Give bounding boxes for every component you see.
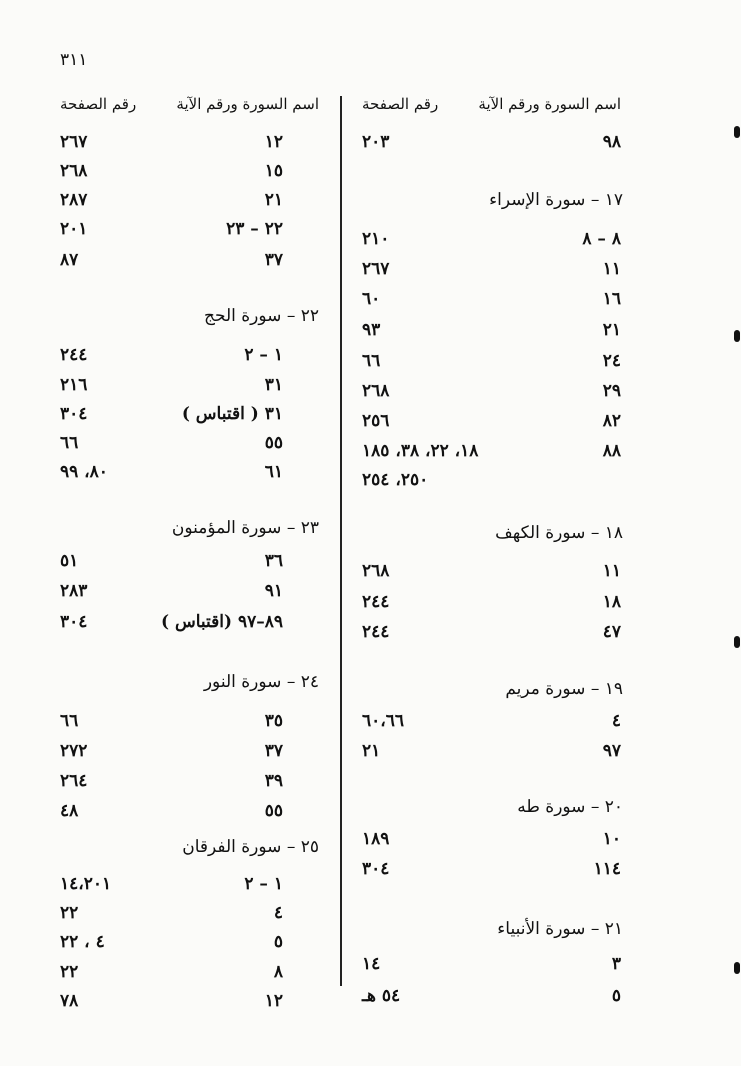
page-reference: ٢٦٨	[362, 561, 390, 581]
verse-number: ٩٧	[602, 741, 621, 761]
verse-number: ٣	[611, 954, 621, 974]
page-reference: ٨٧	[60, 250, 79, 270]
page-reference: ٢١	[362, 741, 381, 761]
verse-number: ٥	[273, 932, 283, 952]
header-surah-verse: اسم السورة ورقم الآية	[176, 95, 319, 113]
surah-heading: ١٨ – سورة الكهف	[495, 523, 623, 543]
page-reference: ٢٥٦	[362, 411, 390, 431]
verse-number: ٣٦	[264, 551, 283, 571]
page-reference: ٢٨٣	[60, 581, 88, 601]
page-reference: ١٨، ٢٢، ٣٨، ١٨٥	[362, 441, 479, 461]
verse-number: ٢١	[264, 190, 283, 210]
page-reference: ٢١٠	[362, 229, 390, 249]
verse-number: ٥	[611, 986, 621, 1006]
page-reference: ٧٨	[60, 991, 79, 1011]
page-reference: ٢٨٧	[60, 190, 88, 210]
binding-mark	[734, 636, 740, 648]
page-reference: ٢٥٠، ٢٥٤	[362, 470, 429, 490]
verse-number: ١٥	[264, 161, 283, 181]
page-reference: ٢٤٤	[60, 345, 88, 365]
surah-heading: ٢٠ – سورة طه	[517, 797, 623, 817]
page-reference: ٢٤٤	[362, 622, 390, 642]
page-reference: ٥٤ هـ	[362, 986, 401, 1006]
verse-number: ١٢	[264, 991, 283, 1011]
page-reference: ٦٠،٦٦	[362, 711, 405, 731]
verse-number: ٣٩	[264, 771, 283, 791]
header-page-number: رقم الصفحة	[60, 95, 137, 113]
verse-number: ٥٥	[264, 433, 283, 453]
surah-heading: ١٧ – سورة الإسراء	[489, 190, 623, 210]
page-reference: ٣٠٤	[60, 404, 88, 424]
verse-number: ٨٢	[602, 411, 621, 431]
page-reference: ٢٧٢	[60, 741, 88, 761]
surah-heading: ٢٤ – سورة النور	[203, 672, 319, 692]
page-reference: ٦٦	[60, 711, 79, 731]
verse-number: ٨٨	[602, 441, 621, 461]
verse-number: ١٨	[602, 592, 621, 612]
page-reference: ٢٦٧	[60, 132, 88, 152]
page-reference: ٢٦٨	[362, 381, 390, 401]
verse-number: ١٢	[264, 132, 283, 152]
page-reference: ٢٠١	[60, 219, 88, 239]
page-reference: ٢٦٧	[362, 259, 390, 279]
surah-heading: ١٩ – سورة مريم	[505, 679, 623, 699]
page-reference: ٦٠	[362, 289, 381, 309]
surah-heading: ٢٥ – سورة الفرقان	[182, 837, 319, 857]
binding-mark	[734, 126, 740, 138]
verse-number: ٤	[611, 711, 621, 731]
verse-number: ٢٤	[602, 351, 621, 371]
page-reference: ٣٠٤	[362, 859, 390, 879]
page-reference: ١٤	[362, 954, 381, 974]
surah-heading: ٢٢ – سورة الحج	[204, 306, 319, 326]
page-reference: ١٨٩	[362, 829, 390, 849]
page-reference: ٥١	[60, 551, 79, 571]
verse-number: ١ – ٢	[244, 345, 283, 365]
verse-number: ٩٨	[602, 132, 621, 152]
header-page-number: رقم الصفحة	[362, 95, 439, 113]
surah-heading: ٢٣ – سورة المؤمنون	[171, 518, 319, 538]
verse-number: ٦١	[264, 462, 283, 482]
page-reference: ٨٠، ٩٩	[60, 462, 108, 482]
page-reference: ٢١٦	[60, 375, 88, 395]
verse-number: ١ – ٢	[244, 874, 283, 894]
verse-number: ١١	[602, 259, 621, 279]
verse-number: ٢١	[602, 320, 621, 340]
binding-mark	[734, 962, 740, 974]
verse-number: ٣١	[264, 375, 283, 395]
page-reference: ٢٤٤	[362, 592, 390, 612]
page-reference: ٢٢	[60, 903, 79, 923]
page-reference: ٢٦٨	[60, 161, 88, 181]
page-reference: ٣٠٤	[60, 612, 88, 632]
page-reference: ٢٦٤	[60, 771, 88, 791]
verse-number: ٤٧	[602, 622, 621, 642]
verse-number: ٥٥	[264, 801, 283, 821]
verse-number: ٣٧	[264, 741, 283, 761]
verse-number: ٢٩	[602, 381, 621, 401]
page-reference: ٩٣	[362, 320, 381, 340]
surah-heading: ٢١ – سورة الأنبياء	[497, 919, 623, 939]
binding-mark	[734, 330, 740, 342]
verse-number: ١٦	[602, 289, 621, 309]
page-reference: ٢٠٣	[362, 132, 390, 152]
verse-number: ٣٥	[264, 711, 283, 731]
verse-number: ٢٢ – ٢٣	[226, 219, 283, 239]
column-divider	[340, 96, 342, 986]
page-number: ٣١١	[60, 50, 88, 70]
verse-number: ٤	[273, 903, 283, 923]
verse-number: ٨ – ٨	[582, 229, 621, 249]
page-reference: ٤٨	[60, 801, 79, 821]
verse-number: ١١٤	[593, 859, 621, 879]
verse-number: ٣١ ( اقتباس )	[181, 404, 283, 424]
page-reference: ٤ ، ٢٢	[60, 932, 105, 952]
header-surah-verse: اسم السورة ورقم الآية	[478, 95, 621, 113]
page-reference: ٢٢	[60, 962, 79, 982]
page-reference: ٦٦	[60, 433, 79, 453]
page-reference: ٦٦	[362, 351, 381, 371]
verse-number: ١١	[602, 561, 621, 581]
verse-number: ٩١	[264, 581, 283, 601]
page-reference: ١٤،٢٠١	[60, 874, 112, 894]
verse-number: ٨٩–٩٧ (اقتباس )	[161, 612, 283, 632]
verse-number: ٣٧	[264, 250, 283, 270]
verse-number: ١٠	[602, 829, 621, 849]
verse-number: ٨	[273, 962, 283, 982]
